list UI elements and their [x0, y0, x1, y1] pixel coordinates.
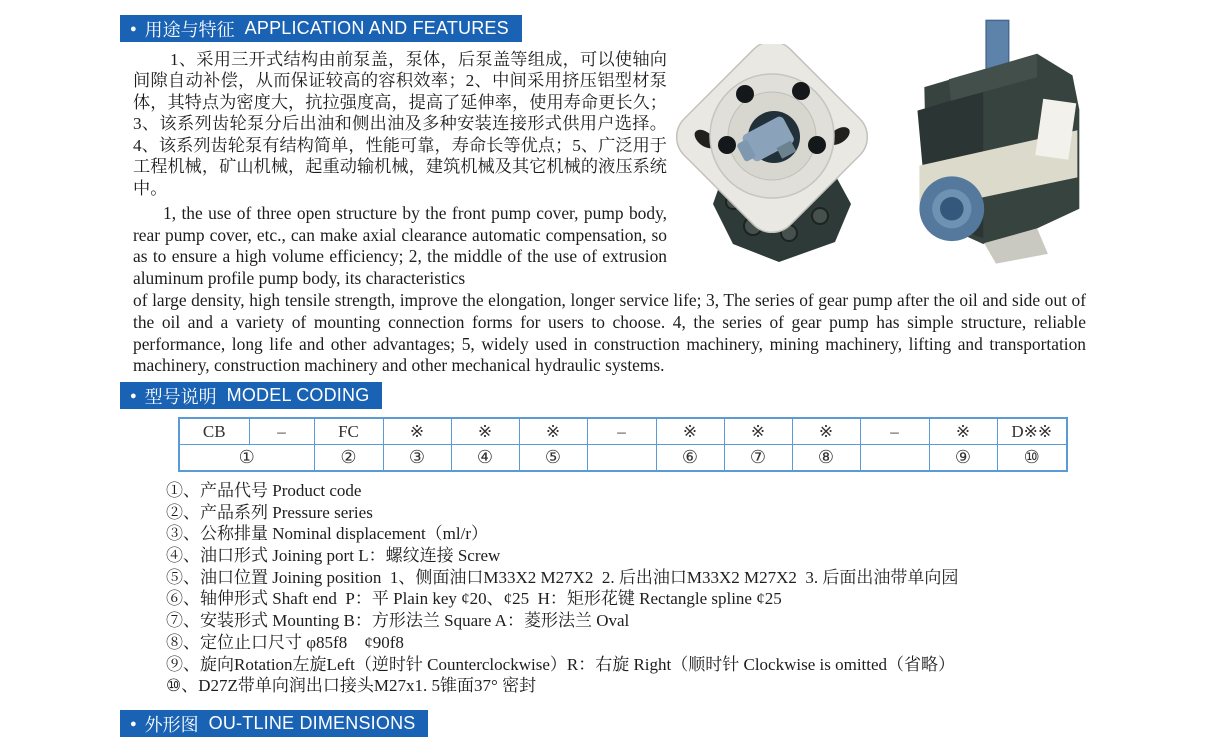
legend-item: ⑤、油口位置 Joining position 1、侧面油口M33X2 M27X2 2. 后出油口M33X2 M27X2 3. 后面出油带单向园	[166, 567, 959, 587]
coding-cell: ※	[383, 418, 451, 445]
coding-cell: ※	[792, 418, 860, 445]
coding-cell: ①	[179, 445, 314, 472]
coding-cell: CB	[179, 418, 249, 445]
section-title-en: MODEL CODING	[226, 385, 370, 405]
gear-pump-side-view-photo	[890, 14, 1096, 274]
features-paragraph-chinese: 1、采用三开式结构由前泵盖，泵体，后泵盖等组成，可以使轴向间隙自动补偿，从而保证较高的容积效率；2、中间采用挤压铝型材泵体，其特点为密度大，抗拉强度高，提高了延伸率，使用寿命更长久；3、该系列齿轮泵分后出油和侧出油及多种安装连接形式供用户选择。4、该系列齿轮泵有结构简单，性能可靠，寿命长等优点；5、广泛用于工程机械，矿山机械，起重动输机械，建筑机械及其它机械的液压系统中。	[133, 50, 667, 198]
coding-cell: –	[249, 418, 314, 445]
coding-cell	[860, 445, 929, 472]
legend-item: ②、产品系列 Pressure series	[166, 502, 373, 522]
coding-cell: ※	[451, 418, 519, 445]
legend-item: ③、公称排量 Nominal displacement（ml/r）	[166, 524, 489, 544]
features-paragraph-english-narrow: 1, the use of three open structure by the front pump cover, pump body, rear pump cover, etc., can make axial clearance automatic compensation, so as to ensure a high volume efficiency; 2, the middle of the use of extrusion aluminum profile pump body, its characteristics	[133, 203, 667, 288]
coding-cell: D※※	[997, 418, 1067, 445]
legend-item: ⑥、轴伸形式 Shaft end P：平 Plain key ¢20、¢25 H：矩形花键 Rectangle spline ¢25	[166, 589, 782, 609]
coding-cell: ⑨	[929, 445, 997, 472]
coding-cell: ⑤	[519, 445, 587, 472]
product-photos	[668, 12, 1098, 278]
section-title-zh: 外形图	[144, 714, 199, 735]
coding-cell: ※	[929, 418, 997, 445]
coding-cell: –	[587, 418, 656, 445]
coding-cell: ※	[519, 418, 587, 445]
legend-item: ⑦、安装形式 Mounting B：方形法兰 Square A：菱形法兰 Oval	[166, 611, 630, 631]
coding-legend	[166, 480, 958, 697]
coding-cell: ※	[656, 418, 724, 445]
section-header-outline	[120, 710, 428, 737]
section-title-zh: 型号说明	[144, 386, 217, 407]
coding-cell: –	[860, 418, 929, 445]
bullet-icon: ●	[130, 717, 137, 730]
legend-item: ⑩、D27Z带单向润出口接头M27x1. 5锥面37° 密封	[166, 676, 537, 696]
features-paragraph-english-wide: of large density, high tensile strength, improve the elongation, longer service life; 3, The series of gear pump after the oil and side out of the oil and a variety of mounting connection forms for users to choose. 4, the series of gear pump has simple structure, reliable performance, long life and other advantages; 5, widely used in construction machinery, mining machinery, lifting and transportation machinery, construction machinery and other mechanical hydraulic systems.	[133, 290, 1086, 376]
legend-item: ④、油口形式 Joining port L：螺纹连接 Screw	[166, 546, 501, 566]
gear-pump-front-view-photo	[672, 44, 878, 270]
coding-cell: ⑧	[792, 445, 860, 472]
model-coding-table	[178, 417, 1068, 472]
coding-cell: FC	[314, 418, 383, 445]
coding-cell: ④	[451, 445, 519, 472]
coding-cell: ※	[724, 418, 792, 445]
coding-cell: ⑦	[724, 445, 792, 472]
section-header-features	[120, 15, 522, 42]
coding-cell: ②	[314, 445, 383, 472]
coding-cell	[587, 445, 656, 472]
coding-cell: ③	[383, 445, 451, 472]
legend-item: ①、产品代号 Product code	[166, 481, 362, 500]
coding-cell: ⑩	[997, 445, 1067, 472]
legend-item: ⑧、定位止口尺寸 φ85f8 ¢90f8	[166, 632, 404, 652]
section-title-zh: 用途与特征	[144, 19, 235, 40]
coding-cell: ⑥	[656, 445, 724, 472]
section-title-en: APPLICATION AND FEATURES	[244, 18, 509, 38]
legend-item: ⑨、旋向Rotation左旋Left（逆时针 Counterclockwise）R：右旋 Right（顺时针 Clockwise is omitted（省略）	[166, 654, 956, 674]
bullet-icon: ●	[130, 22, 137, 35]
coding-row-numbers	[179, 445, 1067, 472]
coding-row-symbols	[179, 418, 1067, 445]
section-title-en: OU-TLINE DIMENSIONS	[208, 713, 416, 733]
section-header-model-coding	[120, 382, 382, 409]
bullet-icon: ●	[130, 389, 137, 402]
